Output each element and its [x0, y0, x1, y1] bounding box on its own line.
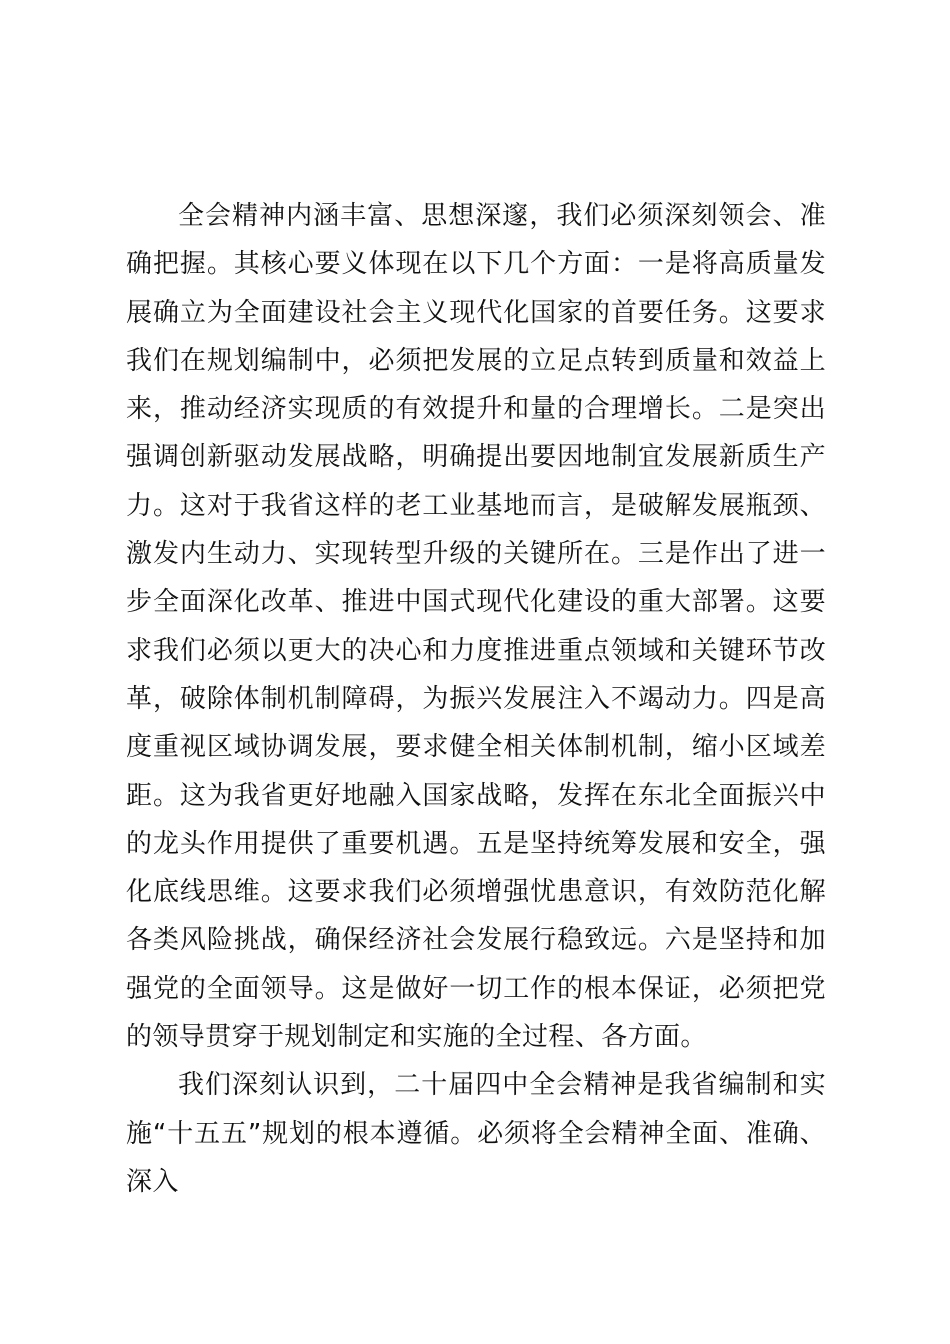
paragraph-core-essentials: 全会精神内涵丰富、思想深邃，我们必须深刻领会、准确把握。其核心要义体现在以下几个方面：一是将高质量发展确立为全面建设社会主义现代化国家的首要任务。这要求我们在规划编制中，必须把发展的立足点转到质量和效益上来，推动经济实现质的有效提升和量的合理增长。二是突出强调创新驱动发展战略，明确提出要因地制宜发展新质生产力。这对于我省这样的老工业基地而言，是破解发展瓶颈、激发内生动力、实现转型升级的关键所在。三是作出了进一步全面深化改革、推进中国式现代化建设的重大部署。这要求我们必须以更大的决心和力度推进重点领域和关键环节改革，破除体制机制障碍，为振兴发展注入不竭动力。四是高度重视区域协调发展，要求健全相关体制机制，缩小区域差距。这为我省更好地融入国家战略，发挥在东北全面振兴中的龙头作用提供了重要机遇。五是坚持统筹发展和安全，强化底线思维。这要求我们必须增强忧患意识，有效防范化解各类风险挑战，确保经济社会发展行稳致远。六是坚持和加强党的全面领导。这是做好一切工作的根本保证，必须把党的领导贯穿于规划制定和实施的全过程、各方面。	[126, 201, 826, 1053]
paragraph-fundamental-guideline: 我们深刻认识到，二十届四中全会精神是我省编制和实施“十五五”规划的根本遵循。必须将全会精神全面、准确、深入	[126, 1070, 826, 1197]
document-body	[126, 192, 826, 1206]
